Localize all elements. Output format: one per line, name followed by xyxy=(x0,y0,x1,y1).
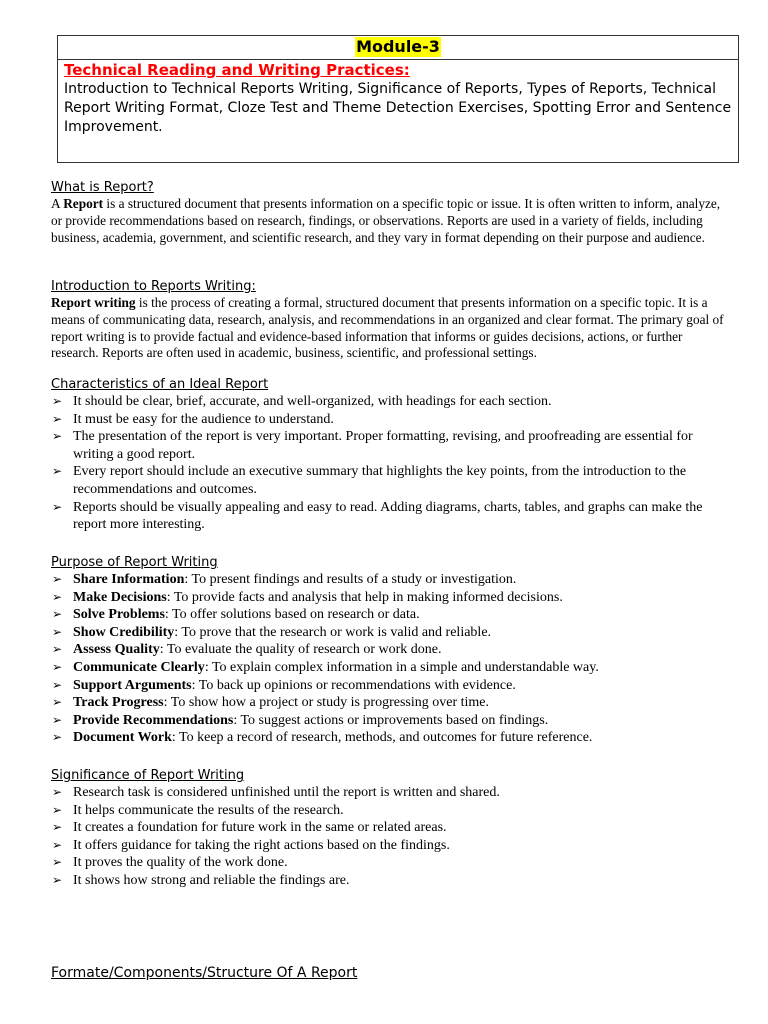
list-item: ➢ Research task is considered unfinished until the report is written and shared. xyxy=(52,785,500,800)
what-is-report-lead: A xyxy=(51,196,64,211)
arrow-bullet-icon: ➢ xyxy=(52,695,63,710)
list-item: ➢ Document Work: To keep a record of research, methods, and outcomes for future reference. xyxy=(52,730,593,746)
list-item: ➢ It shows how strong and reliable the findings are. xyxy=(52,872,350,888)
arrow-bullet-icon: ➢ xyxy=(52,499,63,514)
list-item: ➢ Support Arguments: To back up opinions or recommendations with evidence. xyxy=(52,677,516,693)
significance-heading: Significance of Report Writing xyxy=(51,768,245,783)
list-item: ➢ Every report should include an executive summary that highlights the key points, from the introduction to the recommendations and outcomes. xyxy=(52,464,687,497)
intro-text: is the process of creating a formal, structured document that presents information on a specific topic. It is a means of communicating data, research, analysis, and recommendations in an organized and clear format. The primary goal of report writing is to provide factual and evidence-based information that informs or guides decisions, actions, or further research. Reports are often used in academic, business, scientific, and professional settings. xyxy=(51,295,724,361)
list-item: ➢ It helps communicate the results of the research. xyxy=(52,802,344,818)
list-item: ➢ Provide Recommendations: To suggest actions or improvements based on findings. xyxy=(52,712,549,728)
significance-list xyxy=(51,784,731,890)
arrow-bullet-icon: ➢ xyxy=(52,624,63,639)
module-title: Module-3 xyxy=(356,37,440,56)
significance-section xyxy=(51,768,731,890)
list-item: ➢ Track Progress: To show how a project or study is progressing over time. xyxy=(52,695,489,711)
list-item: ➢ The presentation of the report is very important. Proper formatting, revising, and proofreading are essential for writing a good report. xyxy=(52,429,693,462)
intro-paragraph xyxy=(51,295,731,362)
list-item: ➢ Solve Problems: To offer solutions based on research or data. xyxy=(52,607,420,623)
arrow-bullet-icon: ➢ xyxy=(52,464,63,479)
list-item: ➢ Make Decisions: To provide facts and analysis that help in making informed decisions. xyxy=(52,589,563,605)
arrow-bullet-icon: ➢ xyxy=(52,837,63,852)
arrow-bullet-icon: ➢ xyxy=(52,411,63,426)
arrow-bullet-icon: ➢ xyxy=(52,607,63,622)
arrow-bullet-icon: ➢ xyxy=(52,429,63,444)
what-is-report-heading: What is Report? xyxy=(51,180,154,195)
list-item: ➢ Assess Quality: To evaluate the quality of research or work done. xyxy=(52,642,442,658)
intro-heading: Introduction to Reports Writing: xyxy=(51,279,256,294)
list-item: ➢ It should be clear, brief, accurate, and well-organized, with headings for each section. xyxy=(52,394,552,409)
arrow-bullet-icon: ➢ xyxy=(52,677,63,692)
arrow-bullet-icon: ➢ xyxy=(52,855,63,870)
list-item: ➢ Share Information: To present findings and results of a study or investigation. xyxy=(52,572,517,587)
characteristics-list xyxy=(51,393,731,534)
arrow-bullet-icon: ➢ xyxy=(52,802,63,817)
what-is-report-bold: Report xyxy=(63,196,104,211)
purpose-list xyxy=(51,571,731,747)
arrow-bullet-icon: ➢ xyxy=(52,642,63,657)
module-subtitle: Technical Reading and Writing Practices: xyxy=(64,61,410,79)
characteristics-heading: Characteristics of an Ideal Report xyxy=(51,377,269,392)
arrow-bullet-icon: ➢ xyxy=(52,659,63,674)
arrow-bullet-icon: ➢ xyxy=(52,572,63,586)
module-box xyxy=(57,35,739,163)
intro-section xyxy=(51,279,731,362)
list-item: ➢ It offers guidance for taking the right actions based on the findings. xyxy=(52,837,450,853)
arrow-bullet-icon: ➢ xyxy=(52,785,63,799)
arrow-bullet-icon: ➢ xyxy=(52,394,63,408)
arrow-bullet-icon: ➢ xyxy=(52,712,63,727)
module-body xyxy=(58,60,738,137)
what-is-report-paragraph xyxy=(51,196,731,246)
arrow-bullet-icon: ➢ xyxy=(52,872,63,887)
arrow-bullet-icon: ➢ xyxy=(52,820,63,835)
purpose-section xyxy=(51,555,731,747)
list-item: ➢ Reports should be visually appealing and easy to read. Adding diagrams, charts, tables, and graphs can make the report more interesting. xyxy=(52,499,703,533)
arrow-bullet-icon: ➢ xyxy=(52,730,63,745)
module-title-row xyxy=(58,36,738,60)
what-is-report-text: is a structured document that presents information on a specific topic or issue. It is often written to inform, analyze, or provide recommendations based on research, findings, or observations. Reports are used in a variety of fields, including business, academia, government, and scientific research, and they vary in format depending on their purpose and audience. xyxy=(51,196,721,245)
purpose-heading: Purpose of Report Writing xyxy=(51,555,218,570)
module-description: Introduction to Technical Reports Writing, Significance of Reports, Types of Reports, Technical Report Writing Format, Cloze Test and Theme Detection Exercises, Spotting Error and Sentence Improvement. xyxy=(64,81,732,135)
list-item: ➢ It must be easy for the audience to understand. xyxy=(52,411,334,427)
characteristics-section xyxy=(51,377,731,534)
intro-bold: Report writing xyxy=(51,295,136,310)
list-item: ➢ It creates a foundation for future work in the same or related areas. xyxy=(52,820,447,836)
list-item: ➢ Communicate Clearly: To explain complex information in a simple and understandable way. xyxy=(52,659,599,675)
format-heading: Formate/Components/Structure Of A Report xyxy=(51,965,358,981)
list-item: ➢ Show Credibility: To prove that the research or work is valid and reliable. xyxy=(52,624,492,640)
what-is-report-section xyxy=(51,180,731,246)
arrow-bullet-icon: ➢ xyxy=(52,589,63,604)
list-item: ➢ It proves the quality of the work done. xyxy=(52,855,288,871)
